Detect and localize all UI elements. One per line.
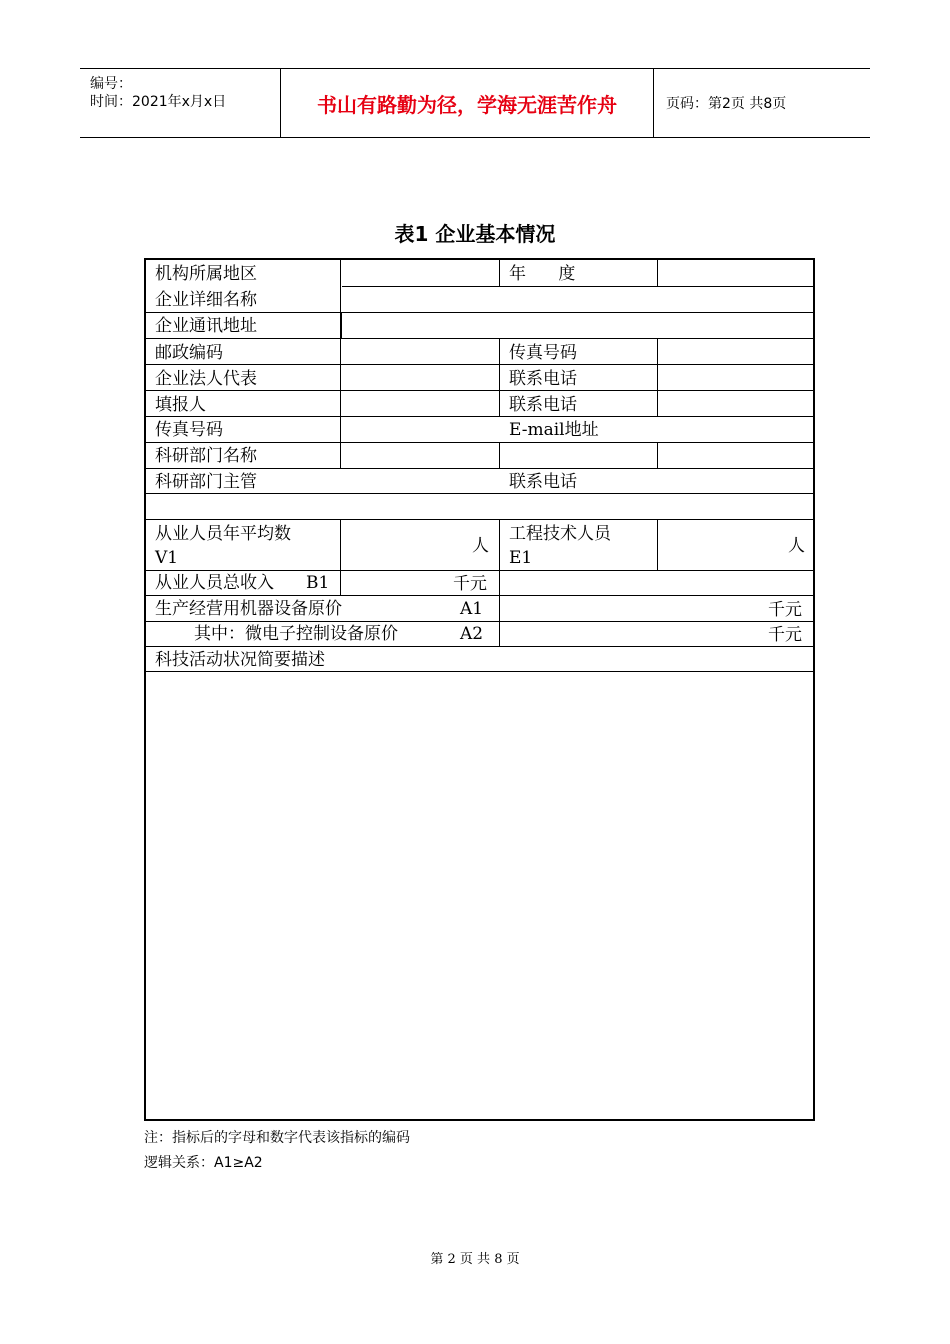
label-staff-avg-code: V1: [155, 548, 179, 568]
label-filler: 填报人: [155, 395, 206, 415]
label-staff-avg: 从业人员年平均数: [155, 524, 291, 544]
motto: 书山有路勤为径，学海无涯苦作舟: [281, 69, 654, 137]
label-phone3: 联系电话: [509, 472, 577, 492]
label-email: E-mail地址: [509, 420, 599, 440]
label-income: 从业人员总收入: [155, 573, 274, 593]
label-postcode: 邮政编码: [155, 343, 223, 363]
label-year: 年 度: [509, 264, 576, 284]
label-rd-head: 科研部门主管: [155, 472, 257, 492]
label-rd-name: 科研部门名称: [155, 446, 257, 466]
unit-thousand-2: 千元: [768, 600, 802, 620]
code-b1: B1: [306, 573, 330, 593]
label-full-name: 企业详细名称: [155, 290, 257, 310]
label-engineers: 工程技术人员: [509, 524, 611, 544]
page-footer: 第 2 页 共 8 页: [430, 1252, 520, 1267]
label-description: 科技活动状况简要描述: [155, 650, 325, 670]
label-engineers-code: E1: [509, 548, 533, 568]
page-info: 页码：第2页 共8页: [666, 96, 787, 112]
label-fax1: 传真号码: [509, 343, 577, 363]
page-header: [80, 68, 870, 138]
code-a1: A1: [460, 599, 484, 619]
label-phone2: 联系电话: [509, 395, 577, 415]
note-logic: 逻辑关系：A1≥A2: [144, 1155, 263, 1171]
header-meta: [80, 69, 281, 137]
label-fax2: 传真号码: [155, 420, 223, 440]
label-address: 企业通讯地址: [155, 316, 257, 336]
label-legal-rep: 企业法人代表: [155, 369, 257, 389]
unit-person-2: 人: [788, 536, 805, 556]
code-a2: A2: [460, 624, 484, 644]
note-codes: 注：指标后的字母和数字代表该指标的编码: [144, 1130, 410, 1146]
number-label: 编号：: [90, 76, 132, 92]
label-micro: 其中：微电子控制设备原价: [194, 624, 398, 644]
label-phone1: 联系电话: [509, 369, 577, 389]
label-region: 机构所属地区: [155, 264, 257, 284]
enterprise-info-table: [144, 258, 815, 1121]
unit-thousand-1: 千元: [453, 574, 487, 594]
label-equipment: 生产经营用机器设备原价: [155, 599, 342, 619]
table-title: 表1 企业基本情况: [394, 222, 556, 246]
time-label: 时间：2021年x月x日: [90, 94, 227, 110]
unit-person-1: 人: [472, 536, 489, 556]
unit-thousand-3: 千元: [768, 625, 802, 645]
